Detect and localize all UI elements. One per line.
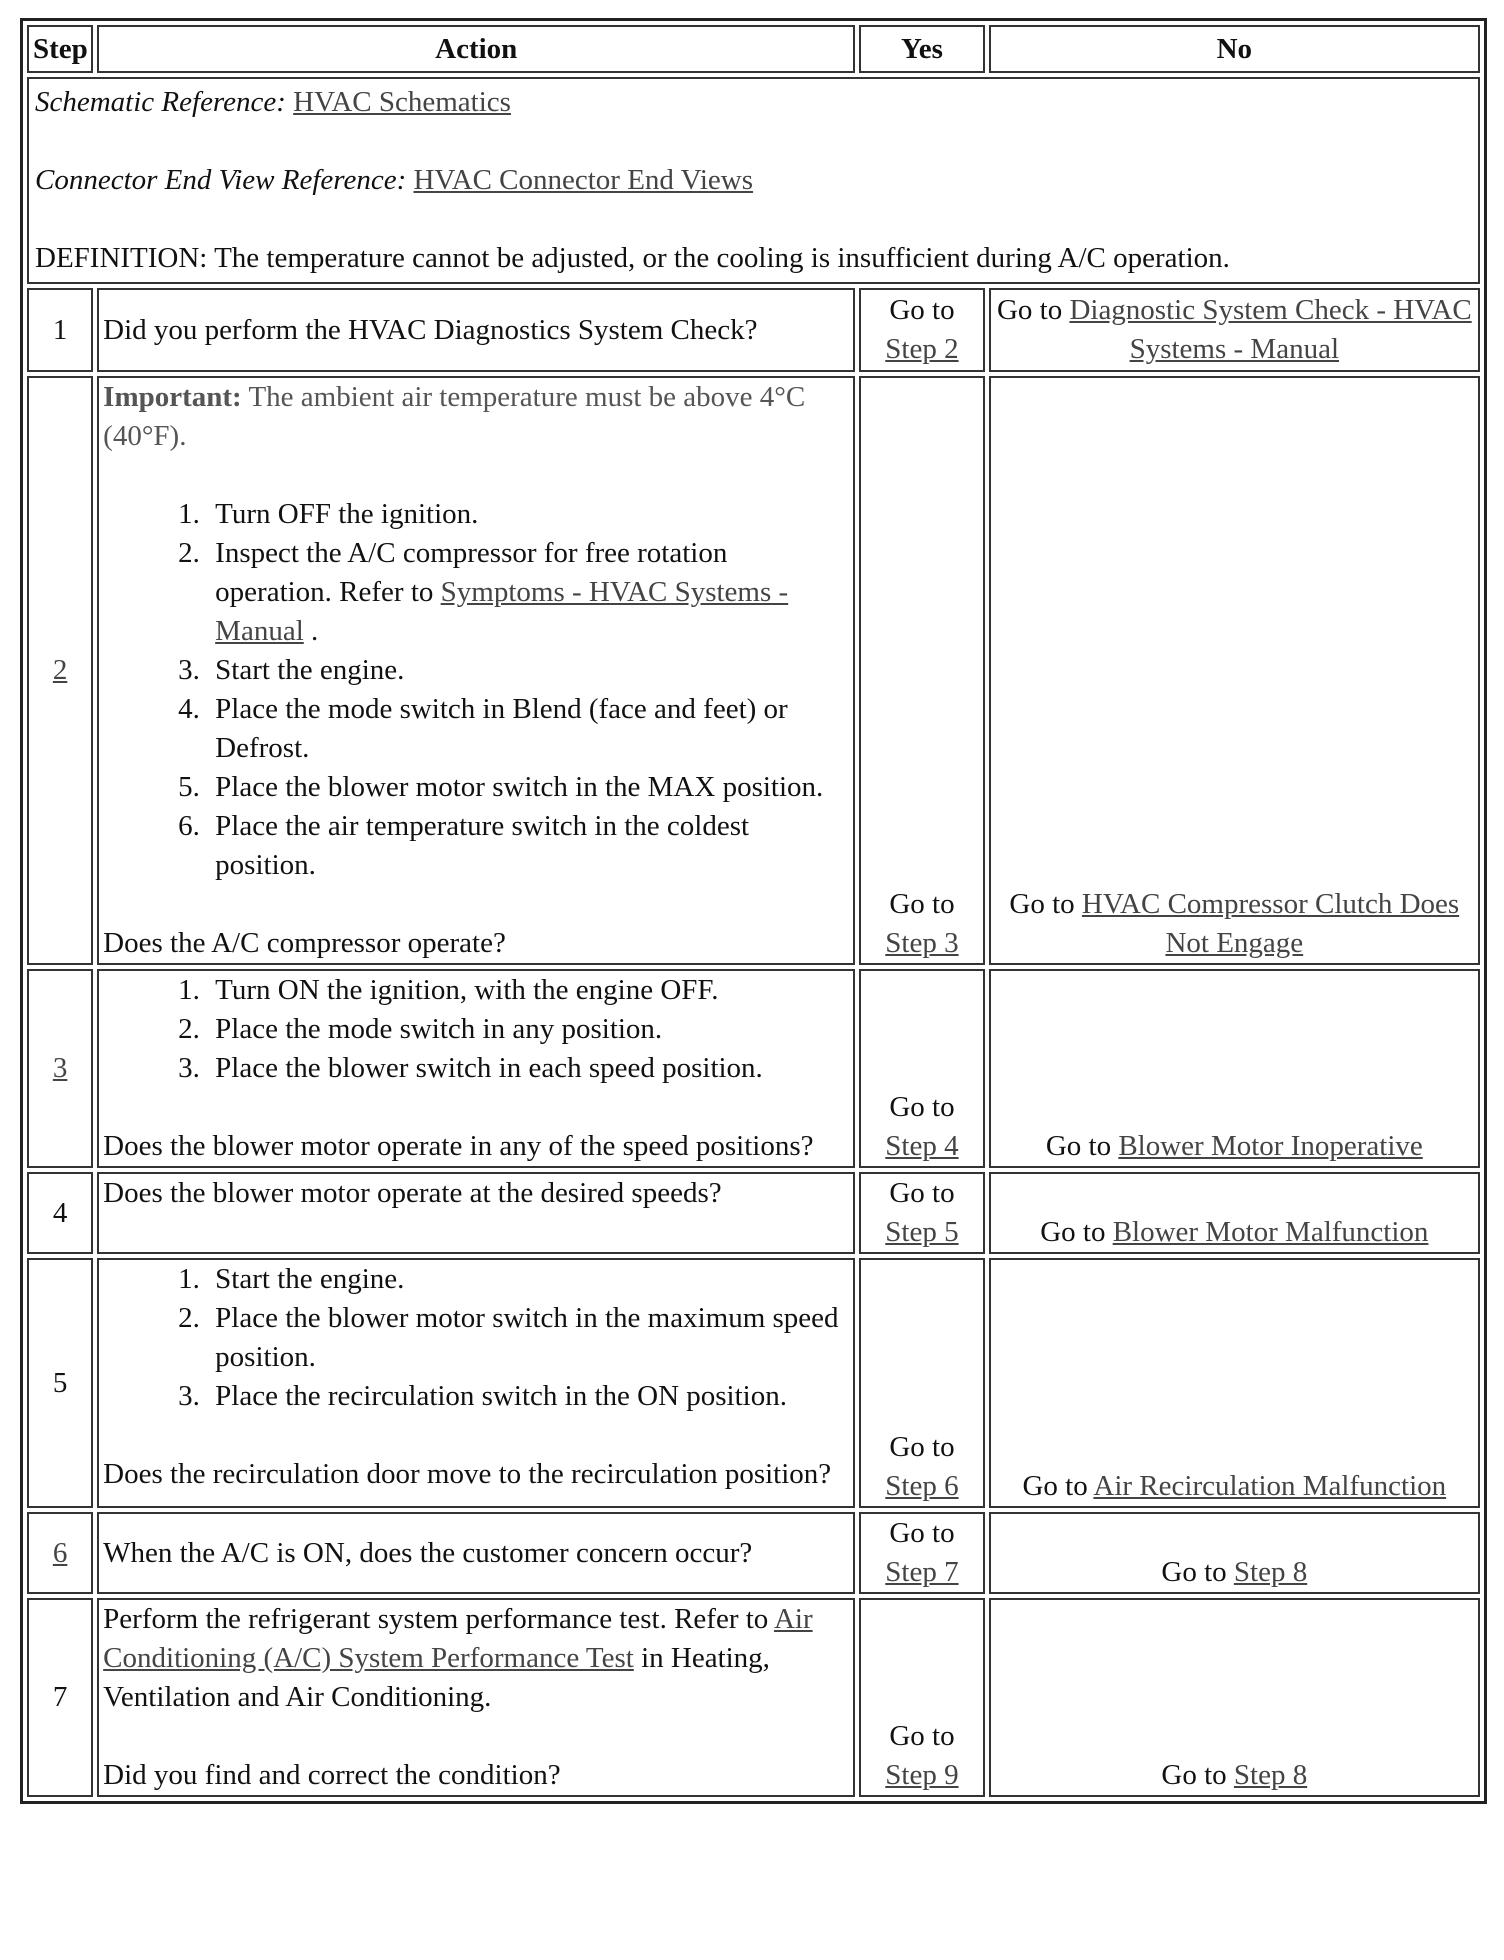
list-item: 1. Turn OFF the ignition. <box>207 495 849 534</box>
diagnostic-table <box>20 18 1487 1804</box>
go-to-text: Go to <box>889 1177 955 1209</box>
yes-step-link[interactable]: Step 7 <box>885 1556 959 1588</box>
step-row-2 <box>27 376 1480 965</box>
list-item: 3. Place the recirculation switch in the ON position. <box>207 1377 849 1416</box>
hvac-connector-end-views-link[interactable]: HVAC Connector End Views <box>413 164 754 196</box>
connector-reference <box>35 161 1472 200</box>
list-item: 3. Start the engine. <box>207 651 849 690</box>
list-item: 2. Place the blower motor switch in the maximum speed position. <box>207 1299 849 1377</box>
yes-step-link[interactable]: Step 3 <box>885 927 959 959</box>
header-row <box>27 25 1480 73</box>
go-to-text: Go to <box>889 1720 955 1752</box>
reference-row <box>27 77 1480 284</box>
step-number: 1 <box>27 288 93 372</box>
no-step-link[interactable]: Step 8 <box>1233 1556 1308 1588</box>
instruction-list <box>103 495 849 885</box>
step-6-link[interactable]: 6 <box>52 1536 68 1569</box>
no-air-recirculation-link[interactable]: Air Recirculation Malfunction <box>1093 1470 1447 1502</box>
instruction-list <box>103 971 849 1088</box>
yes-cell <box>859 1258 984 1508</box>
go-to-text: Go to <box>1009 888 1075 920</box>
go-to-text: Go to <box>1161 1556 1227 1588</box>
action-question: Does the A/C compressor operate? <box>103 927 506 959</box>
hvac-schematics-link[interactable]: HVAC Schematics <box>293 86 511 118</box>
step-row-6 <box>27 1512 1480 1594</box>
diagnostic-page <box>20 18 1487 1804</box>
no-diagnostic-system-check-link[interactable]: Diagnostic System Check - HVAC Systems - Manual <box>1069 294 1472 365</box>
action-question: Did you perform the HVAC Diagnostics System Check? <box>97 288 855 372</box>
step-number: 7 <box>27 1598 93 1797</box>
action-question: Does the blower motor operate at the desired speeds? <box>97 1172 855 1254</box>
header-action: Action <box>97 25 855 73</box>
instruction-list <box>103 1260 849 1416</box>
list-item: 2. Place the mode switch in any position. <box>207 1010 849 1049</box>
step-row-1 <box>27 288 1480 372</box>
no-cell <box>989 288 1480 372</box>
go-to-text: Go to <box>889 1091 955 1123</box>
step-number-cell <box>27 376 93 965</box>
action-question: Did you find and correct the condition? <box>103 1759 561 1791</box>
step-3-link[interactable]: 3 <box>52 1052 68 1084</box>
go-to-text: Go to <box>1161 1759 1227 1791</box>
list-item: 6. Place the air temperature switch in the coldest position. <box>207 807 849 885</box>
yes-cell <box>859 288 984 372</box>
no-cell <box>989 1512 1480 1594</box>
yes-step-link[interactable]: Step 5 <box>885 1216 959 1248</box>
definition-text: DEFINITION: The temperature cannot be adjusted, or the cooling is insufficient during A/C operation. <box>35 242 1230 274</box>
action-instruction: Perform the refrigerant system performance test. Refer to Air Conditioning (A/C) System Performance Test in Heating, Ventilation and Air Conditioning. <box>103 1603 813 1713</box>
step-number: 4 <box>27 1172 93 1254</box>
header-no: No <box>989 25 1480 73</box>
step-row-7 <box>27 1598 1480 1797</box>
yes-cell <box>859 1172 984 1254</box>
step-2-link[interactable]: 2 <box>52 654 68 686</box>
no-blower-inoperative-link[interactable]: Blower Motor Inoperative <box>1118 1130 1423 1162</box>
no-cell <box>989 376 1480 965</box>
step-row-3 <box>27 969 1480 1168</box>
action-question: When the A/C is ON, does the customer concern occur? <box>97 1512 855 1594</box>
important-note <box>103 378 849 456</box>
action-cell <box>97 1258 855 1508</box>
yes-step-link[interactable]: Step 9 <box>885 1759 959 1791</box>
header-yes: Yes <box>859 25 984 73</box>
list-item: 2. Inspect the A/C compressor for free rotation operation. Refer to Symptoms - HVAC Systems - Manual . <box>207 534 849 651</box>
no-cell <box>989 1172 1480 1254</box>
connector-reference-label: Connector End View Reference: <box>35 164 407 196</box>
step-number: 5 <box>27 1258 93 1508</box>
yes-cell <box>859 376 984 965</box>
no-cell <box>989 969 1480 1168</box>
list-item: 3. Place the blower switch in each speed position. <box>207 1049 849 1088</box>
important-label: Important: <box>103 381 242 413</box>
yes-cell <box>859 1512 984 1594</box>
no-blower-malfunction-link[interactable]: Blower Motor Malfunction <box>1112 1216 1429 1248</box>
no-compressor-clutch-link[interactable]: HVAC Compressor Clutch Does Not Engage <box>1081 888 1460 959</box>
go-to-text: Go to <box>889 1517 955 1549</box>
step-row-5 <box>27 1258 1480 1508</box>
go-to-text: Go to <box>889 888 955 920</box>
yes-step-link[interactable]: Step 2 <box>885 333 959 365</box>
action-cell <box>97 376 855 965</box>
list-item: 1. Start the engine. <box>207 1260 849 1299</box>
go-to-text: Go to <box>1045 1130 1112 1162</box>
schematic-reference-label: Schematic Reference: <box>35 86 286 118</box>
no-cell <box>989 1258 1480 1508</box>
go-to-text: Go to <box>1040 1216 1106 1248</box>
yes-cell <box>859 1598 984 1797</box>
action-cell <box>97 969 855 1168</box>
no-cell <box>989 1598 1480 1797</box>
step-row-4 <box>27 1172 1480 1254</box>
symptoms-hvac-link[interactable]: Symptoms - HVAC Systems - Manual <box>215 576 789 647</box>
step-number-cell <box>27 1512 93 1594</box>
important-text: The ambient air temperature must be above 4°C (40°F). <box>103 381 806 452</box>
step-number-cell <box>27 969 93 1168</box>
yes-step-link[interactable]: Step 4 <box>885 1130 959 1162</box>
action-question: Does the blower motor operate in any of the speed positions? <box>103 1130 814 1162</box>
yes-step-link[interactable]: Step 6 <box>885 1470 959 1502</box>
go-to-text: Go to <box>889 294 955 326</box>
go-to-text: Go to <box>1022 1470 1088 1502</box>
no-step-link[interactable]: Step 8 <box>1233 1759 1308 1791</box>
action-question: Does the recirculation door move to the recirculation position? <box>103 1458 832 1490</box>
yes-cell <box>859 969 984 1168</box>
go-to-text: Go to <box>889 1431 955 1463</box>
list-item: 5. Place the blower motor switch in the MAX position. <box>207 768 849 807</box>
ac-performance-test-link[interactable]: Air Conditioning (A/C) System Performance Test <box>103 1603 813 1674</box>
header-step: Step <box>27 25 93 73</box>
action-cell <box>97 1598 855 1797</box>
list-item: 1. Turn ON the ignition, with the engine OFF. <box>207 971 849 1010</box>
schematic-reference <box>35 83 1472 122</box>
reference-cell <box>27 77 1480 284</box>
list-item: 4. Place the mode switch in Blend (face and feet) or Defrost. <box>207 690 849 768</box>
go-to-text: Go to <box>996 294 1063 326</box>
